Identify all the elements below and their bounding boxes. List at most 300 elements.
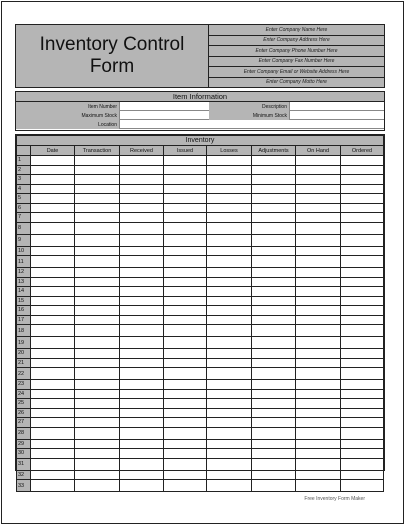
cell-issued[interactable] — [164, 234, 207, 246]
cell-received[interactable] — [120, 156, 164, 166]
cell-losses[interactable] — [207, 380, 252, 390]
cell-ordered[interactable] — [341, 175, 384, 185]
cell-transaction[interactable] — [75, 389, 120, 399]
cell-transaction[interactable] — [75, 325, 120, 337]
cell-issued[interactable] — [164, 268, 207, 278]
cell-issued[interactable] — [164, 156, 207, 166]
cell-adjustments[interactable] — [252, 418, 296, 428]
cell-received[interactable] — [120, 427, 164, 439]
cell-received[interactable] — [120, 399, 164, 409]
cell-received[interactable] — [120, 458, 164, 470]
cell-ordered[interactable] — [341, 368, 384, 380]
cell-issued[interactable] — [164, 418, 207, 428]
cell-ordered[interactable] — [341, 449, 384, 459]
cell-transaction[interactable] — [75, 175, 120, 185]
cell-date[interactable] — [31, 222, 75, 234]
cell-on-hand[interactable] — [296, 194, 341, 204]
cell-adjustments[interactable] — [252, 439, 296, 449]
cell-losses[interactable] — [207, 156, 252, 166]
cell-on-hand[interactable] — [296, 306, 341, 316]
cell-ordered[interactable] — [341, 246, 384, 256]
row-number: 17 — [17, 315, 31, 325]
cell-adjustments[interactable] — [252, 213, 296, 223]
cell-date[interactable] — [31, 389, 75, 399]
cell-received[interactable] — [120, 184, 164, 194]
cell-issued[interactable] — [164, 427, 207, 439]
cell-transaction[interactable] — [75, 306, 120, 316]
cell-received[interactable] — [120, 380, 164, 390]
cell-date[interactable] — [31, 184, 75, 194]
cell-ordered[interactable] — [341, 256, 384, 268]
cell-ordered[interactable] — [341, 389, 384, 399]
cell-issued[interactable] — [164, 408, 207, 418]
cell-adjustments[interactable] — [252, 296, 296, 306]
cell-ordered[interactable] — [341, 315, 384, 325]
cell-adjustments[interactable] — [252, 315, 296, 325]
cell-ordered[interactable] — [341, 480, 384, 492]
cell-transaction[interactable] — [75, 368, 120, 380]
cell-transaction[interactable] — [75, 165, 120, 175]
cell-date[interactable] — [31, 325, 75, 337]
cell-received[interactable] — [120, 287, 164, 297]
cell-received[interactable] — [120, 325, 164, 337]
cell-transaction[interactable] — [75, 458, 120, 470]
cell-date[interactable] — [31, 358, 75, 368]
table-row — [17, 380, 384, 390]
cell-on-hand[interactable] — [296, 358, 341, 368]
cell-adjustments[interactable] — [252, 449, 296, 459]
cell-issued[interactable] — [164, 389, 207, 399]
cell-ordered[interactable] — [341, 194, 384, 204]
cell-adjustments[interactable] — [252, 389, 296, 399]
maximum-stock-label: Maximum Stock — [16, 111, 119, 120]
cell-received[interactable] — [120, 268, 164, 278]
cell-adjustments[interactable] — [252, 234, 296, 246]
cell-issued[interactable] — [164, 184, 207, 194]
row-number: 2 — [17, 165, 31, 175]
cell-losses[interactable] — [207, 368, 252, 380]
cell-losses[interactable] — [207, 315, 252, 325]
cell-date[interactable] — [31, 458, 75, 470]
cell-adjustments[interactable] — [252, 358, 296, 368]
cell-losses[interactable] — [207, 175, 252, 185]
cell-on-hand[interactable] — [296, 268, 341, 278]
table-row — [17, 246, 384, 256]
cell-date[interactable] — [31, 427, 75, 439]
cell-losses[interactable] — [207, 389, 252, 399]
row-number: 10 — [17, 246, 31, 256]
cell-received[interactable] — [120, 246, 164, 256]
cell-losses[interactable] — [207, 277, 252, 287]
cell-losses[interactable] — [207, 470, 252, 480]
cell-ordered[interactable] — [341, 287, 384, 297]
cell-losses[interactable] — [207, 213, 252, 223]
cell-adjustments[interactable] — [252, 287, 296, 297]
cell-on-hand[interactable] — [296, 256, 341, 268]
cell-transaction[interactable] — [75, 156, 120, 166]
cell-on-hand[interactable] — [296, 439, 341, 449]
cell-ordered[interactable] — [341, 399, 384, 409]
cell-ordered[interactable] — [341, 380, 384, 390]
cell-date[interactable] — [31, 480, 75, 492]
cell-transaction[interactable] — [75, 358, 120, 368]
cell-transaction[interactable] — [75, 268, 120, 278]
cell-losses[interactable] — [207, 358, 252, 368]
cell-adjustments[interactable] — [252, 203, 296, 213]
cell-ordered[interactable] — [341, 349, 384, 359]
cell-date[interactable] — [31, 287, 75, 297]
company-address[interactable]: Enter Company Address Here — [209, 36, 384, 47]
cell-losses[interactable] — [207, 439, 252, 449]
cell-adjustments[interactable] — [252, 165, 296, 175]
cell-date[interactable] — [31, 296, 75, 306]
cell-received[interactable] — [120, 418, 164, 428]
cell-ordered[interactable] — [341, 418, 384, 428]
cell-adjustments[interactable] — [252, 427, 296, 439]
cell-on-hand[interactable] — [296, 277, 341, 287]
cell-issued[interactable] — [164, 325, 207, 337]
cell-date[interactable] — [31, 268, 75, 278]
cell-adjustments[interactable] — [252, 194, 296, 204]
cell-adjustments[interactable] — [252, 349, 296, 359]
cell-losses[interactable] — [207, 337, 252, 349]
location-label: Location — [16, 120, 119, 129]
cell-transaction[interactable] — [75, 184, 120, 194]
cell-on-hand[interactable] — [296, 156, 341, 166]
cell-issued[interactable] — [164, 287, 207, 297]
cell-losses[interactable] — [207, 418, 252, 428]
cell-issued[interactable] — [164, 306, 207, 316]
cell-issued[interactable] — [164, 337, 207, 349]
cell-issued[interactable] — [164, 480, 207, 492]
cell-on-hand[interactable] — [296, 203, 341, 213]
cell-issued[interactable] — [164, 368, 207, 380]
cell-ordered[interactable] — [341, 470, 384, 480]
cell-date[interactable] — [31, 165, 75, 175]
cell-on-hand[interactable] — [296, 458, 341, 470]
cell-on-hand[interactable] — [296, 368, 341, 380]
cell-losses[interactable] — [207, 194, 252, 204]
cell-adjustments[interactable] — [252, 399, 296, 409]
cell-ordered[interactable] — [341, 213, 384, 223]
cell-received[interactable] — [120, 175, 164, 185]
cell-adjustments[interactable] — [252, 337, 296, 349]
cell-issued[interactable] — [164, 213, 207, 223]
cell-adjustments[interactable] — [252, 458, 296, 470]
cell-issued[interactable] — [164, 399, 207, 409]
cell-losses[interactable] — [207, 408, 252, 418]
cell-received[interactable] — [120, 256, 164, 268]
cell-adjustments[interactable] — [252, 156, 296, 166]
item-row-1 — [16, 102, 384, 111]
cell-received[interactable] — [120, 203, 164, 213]
column-header-received: Received — [120, 146, 164, 156]
cell-on-hand[interactable] — [296, 389, 341, 399]
cell-on-hand[interactable] — [296, 480, 341, 492]
cell-date[interactable] — [31, 349, 75, 359]
cell-ordered[interactable] — [341, 439, 384, 449]
cell-date[interactable] — [31, 306, 75, 316]
cell-losses[interactable] — [207, 427, 252, 439]
cell-transaction[interactable] — [75, 203, 120, 213]
cell-losses[interactable] — [207, 449, 252, 459]
cell-received[interactable] — [120, 480, 164, 492]
row-number: 15 — [17, 296, 31, 306]
cell-issued[interactable] — [164, 449, 207, 459]
cell-issued[interactable] — [164, 165, 207, 175]
cell-received[interactable] — [120, 349, 164, 359]
cell-adjustments[interactable] — [252, 184, 296, 194]
cell-on-hand[interactable] — [296, 408, 341, 418]
cell-on-hand[interactable] — [296, 427, 341, 439]
cell-transaction[interactable] — [75, 194, 120, 204]
cell-date[interactable] — [31, 439, 75, 449]
row-number: 22 — [17, 368, 31, 380]
cell-date[interactable] — [31, 194, 75, 204]
cell-issued[interactable] — [164, 380, 207, 390]
cell-adjustments[interactable] — [252, 277, 296, 287]
cell-adjustments[interactable] — [252, 470, 296, 480]
cell-transaction[interactable] — [75, 277, 120, 287]
cell-ordered[interactable] — [341, 203, 384, 213]
cell-transaction[interactable] — [75, 399, 120, 409]
row-number: 8 — [17, 222, 31, 234]
cell-ordered[interactable] — [341, 408, 384, 418]
company-phone[interactable]: Enter Company Phone Number Here — [209, 46, 384, 57]
cell-received[interactable] — [120, 358, 164, 368]
cell-transaction[interactable] — [75, 213, 120, 223]
company-fax[interactable]: Enter Company Fax Number Here — [209, 57, 384, 68]
cell-date[interactable] — [31, 175, 75, 185]
cell-ordered[interactable] — [341, 156, 384, 166]
cell-on-hand[interactable] — [296, 246, 341, 256]
cell-date[interactable] — [31, 368, 75, 380]
cell-transaction[interactable] — [75, 287, 120, 297]
cell-ordered[interactable] — [341, 358, 384, 368]
cell-losses[interactable] — [207, 234, 252, 246]
cell-adjustments[interactable] — [252, 175, 296, 185]
cell-adjustments[interactable] — [252, 256, 296, 268]
cell-adjustments[interactable] — [252, 408, 296, 418]
maximum-stock-field[interactable] — [119, 111, 209, 120]
row-number: 32 — [17, 470, 31, 480]
cell-received[interactable] — [120, 277, 164, 287]
cell-date[interactable] — [31, 234, 75, 246]
cell-adjustments[interactable] — [252, 222, 296, 234]
cell-received[interactable] — [120, 234, 164, 246]
cell-transaction[interactable] — [75, 222, 120, 234]
minimum-stock-field[interactable] — [289, 111, 384, 120]
cell-date[interactable] — [31, 399, 75, 409]
cell-on-hand[interactable] — [296, 449, 341, 459]
cell-date[interactable] — [31, 203, 75, 213]
cell-received[interactable] — [120, 194, 164, 204]
company-name[interactable]: Enter Company Name Here — [209, 25, 384, 36]
cell-transaction[interactable] — [75, 315, 120, 325]
cell-transaction[interactable] — [75, 439, 120, 449]
cell-losses[interactable] — [207, 287, 252, 297]
cell-date[interactable] — [31, 246, 75, 256]
minimum-stock-label: Minimum Stock — [209, 111, 289, 120]
row-number: 7 — [17, 213, 31, 223]
cell-adjustments[interactable] — [252, 368, 296, 380]
cell-date[interactable] — [31, 315, 75, 325]
cell-received[interactable] — [120, 306, 164, 316]
cell-date[interactable] — [31, 277, 75, 287]
cell-received[interactable] — [120, 296, 164, 306]
cell-received[interactable] — [120, 368, 164, 380]
cell-on-hand[interactable] — [296, 287, 341, 297]
cell-on-hand[interactable] — [296, 222, 341, 234]
cell-received[interactable] — [120, 470, 164, 480]
cell-transaction[interactable] — [75, 470, 120, 480]
description-field[interactable] — [289, 102, 384, 111]
cell-received[interactable] — [120, 213, 164, 223]
cell-on-hand[interactable] — [296, 175, 341, 185]
cell-issued[interactable] — [164, 439, 207, 449]
cell-ordered[interactable] — [341, 337, 384, 349]
cell-date[interactable] — [31, 418, 75, 428]
cell-received[interactable] — [120, 389, 164, 399]
cell-ordered[interactable] — [341, 427, 384, 439]
cell-losses[interactable] — [207, 165, 252, 175]
company-email[interactable]: Enter Company Email or Website Address Here — [209, 67, 384, 78]
item-row-3 — [16, 120, 384, 129]
cell-transaction[interactable] — [75, 296, 120, 306]
table-row — [17, 315, 384, 325]
cell-on-hand[interactable] — [296, 234, 341, 246]
cell-date[interactable] — [31, 470, 75, 480]
cell-adjustments[interactable] — [252, 306, 296, 316]
cell-received[interactable] — [120, 408, 164, 418]
cell-ordered[interactable] — [341, 222, 384, 234]
cell-transaction[interactable] — [75, 418, 120, 428]
cell-issued[interactable] — [164, 315, 207, 325]
cell-on-hand[interactable] — [296, 470, 341, 480]
cell-on-hand[interactable] — [296, 380, 341, 390]
form-title: Inventory Control Form — [39, 34, 185, 77]
cell-date[interactable] — [31, 408, 75, 418]
cell-date[interactable] — [31, 337, 75, 349]
cell-transaction[interactable] — [75, 246, 120, 256]
cell-transaction[interactable] — [75, 380, 120, 390]
cell-transaction[interactable] — [75, 408, 120, 418]
cell-ordered[interactable] — [341, 268, 384, 278]
cell-on-hand[interactable] — [296, 325, 341, 337]
cell-transaction[interactable] — [75, 234, 120, 246]
cell-date[interactable] — [31, 256, 75, 268]
cell-losses[interactable] — [207, 458, 252, 470]
cell-adjustments[interactable] — [252, 268, 296, 278]
cell-losses[interactable] — [207, 349, 252, 359]
cell-date[interactable] — [31, 213, 75, 223]
cell-received[interactable] — [120, 165, 164, 175]
cell-ordered[interactable] — [341, 165, 384, 175]
cell-losses[interactable] — [207, 325, 252, 337]
form-page — [1, 1, 404, 524]
cell-on-hand[interactable] — [296, 418, 341, 428]
cell-losses[interactable] — [207, 256, 252, 268]
cell-issued[interactable] — [164, 256, 207, 268]
cell-ordered[interactable] — [341, 234, 384, 246]
row-number: 20 — [17, 349, 31, 359]
cell-on-hand[interactable] — [296, 349, 341, 359]
cell-adjustments[interactable] — [252, 246, 296, 256]
cell-losses[interactable] — [207, 222, 252, 234]
cell-transaction[interactable] — [75, 449, 120, 459]
cell-issued[interactable] — [164, 222, 207, 234]
cell-issued[interactable] — [164, 194, 207, 204]
cell-date[interactable] — [31, 380, 75, 390]
cell-on-hand[interactable] — [296, 184, 341, 194]
cell-losses[interactable] — [207, 306, 252, 316]
cell-transaction[interactable] — [75, 256, 120, 268]
cell-received[interactable] — [120, 449, 164, 459]
company-motto[interactable]: Enter Company Motto Here — [266, 79, 327, 86]
cell-losses[interactable] — [207, 399, 252, 409]
row-number: 3 — [17, 175, 31, 185]
cell-ordered[interactable] — [341, 296, 384, 306]
cell-ordered[interactable] — [341, 325, 384, 337]
cell-issued[interactable] — [164, 277, 207, 287]
cell-received[interactable] — [120, 439, 164, 449]
item-number-field[interactable] — [119, 102, 209, 111]
cell-transaction[interactable] — [75, 427, 120, 439]
cell-adjustments[interactable] — [252, 380, 296, 390]
table-row — [17, 349, 384, 359]
cell-adjustments[interactable] — [252, 480, 296, 492]
cell-ordered[interactable] — [341, 458, 384, 470]
cell-date[interactable] — [31, 449, 75, 459]
cell-on-hand[interactable] — [296, 296, 341, 306]
column-header-issued: Issued — [164, 146, 207, 156]
cell-losses[interactable] — [207, 203, 252, 213]
cell-transaction[interactable] — [75, 337, 120, 349]
cell-on-hand[interactable] — [296, 165, 341, 175]
cell-ordered[interactable] — [341, 306, 384, 316]
cell-received[interactable] — [120, 315, 164, 325]
cell-received[interactable] — [120, 337, 164, 349]
cell-adjustments[interactable] — [252, 325, 296, 337]
cell-on-hand[interactable] — [296, 399, 341, 409]
cell-losses[interactable] — [207, 184, 252, 194]
cell-issued[interactable] — [164, 246, 207, 256]
cell-losses[interactable] — [207, 296, 252, 306]
cell-issued[interactable] — [164, 175, 207, 185]
cell-issued[interactable] — [164, 458, 207, 470]
cell-received[interactable] — [120, 222, 164, 234]
cell-losses[interactable] — [207, 246, 252, 256]
cell-issued[interactable] — [164, 470, 207, 480]
cell-issued[interactable] — [164, 358, 207, 368]
cell-date[interactable] — [31, 156, 75, 166]
cell-on-hand[interactable] — [296, 315, 341, 325]
row-number: 25 — [17, 399, 31, 409]
cell-on-hand[interactable] — [296, 213, 341, 223]
cell-on-hand[interactable] — [296, 337, 341, 349]
location-field[interactable] — [119, 120, 384, 129]
cell-losses[interactable] — [207, 268, 252, 278]
cell-issued[interactable] — [164, 203, 207, 213]
cell-issued[interactable] — [164, 296, 207, 306]
cell-ordered[interactable] — [341, 277, 384, 287]
cell-ordered[interactable] — [341, 184, 384, 194]
row-number: 24 — [17, 389, 31, 399]
cell-transaction[interactable] — [75, 480, 120, 492]
cell-transaction[interactable] — [75, 349, 120, 359]
cell-losses[interactable] — [207, 480, 252, 492]
cell-issued[interactable] — [164, 349, 207, 359]
